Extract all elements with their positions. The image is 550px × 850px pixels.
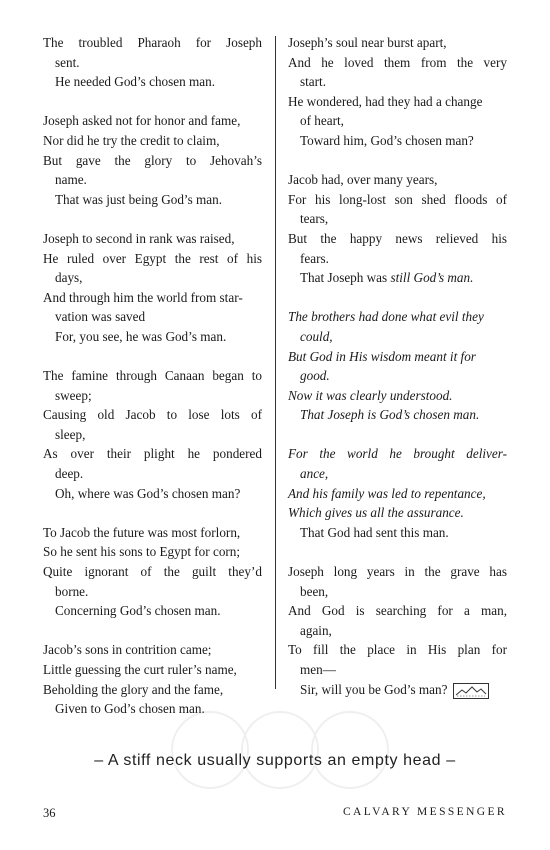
poem-line-text: That Joseph was — [300, 270, 388, 286]
poem-line — [288, 268, 507, 288]
poem-line: For, you see, he was God’s man. — [55, 328, 227, 344]
poem-line: He ruled over Egypt the rest of his — [43, 250, 262, 266]
poem-line: Toward him, God’s chosen man? — [300, 132, 474, 148]
poem-line: Oh, where was God’s chosen man? — [55, 485, 241, 501]
stanza — [43, 111, 262, 209]
emphasis-text: still God’s man. — [390, 270, 474, 286]
poem-line: And God is searching for a man, — [288, 603, 507, 619]
column-divider — [275, 36, 276, 689]
poem-line: vation was saved — [55, 309, 146, 325]
poem-line: To fill the place in His plan for — [288, 642, 507, 658]
poem-line: could, — [300, 328, 333, 344]
running-head: CALVARY MESSENGER — [342, 806, 507, 818]
poem-line: But God in His wisdom meant it for — [288, 348, 476, 364]
poem-line: name. — [55, 172, 87, 188]
poem-line: sleep, — [55, 426, 86, 442]
poem-line: The troubled Pharaoh for Joseph — [43, 35, 262, 50]
poem-line: The famine through Canaan began to — [43, 368, 262, 384]
poem-line: sweep; — [55, 387, 92, 403]
poem-line: That was just being God’s man. — [55, 191, 223, 207]
poem-line: Now it was clearly understood. — [288, 387, 453, 403]
poem-left-column — [43, 33, 262, 719]
poem-line: Jacob’s sons in contrition came; — [43, 642, 212, 658]
poem-line: For the world he brought deliver- — [288, 446, 507, 462]
stanza — [288, 33, 507, 151]
stanza — [288, 170, 507, 288]
poem-line: But the happy news relieved his — [288, 230, 507, 246]
poem-right-column — [288, 33, 507, 699]
poem-line: But gave the glory to Jehovah’s — [43, 152, 262, 168]
poem-line: Joseph’s soul near burst apart, — [288, 35, 447, 50]
poem-line: That Joseph is God’s chosen man. — [300, 407, 480, 423]
poem-line: Quite ignorant of the guilt they’d — [43, 564, 262, 580]
stanza — [43, 229, 262, 347]
stanza — [43, 523, 262, 621]
poem-line: He wondered, had they had a change — [288, 93, 483, 109]
poem-line: And he loved them from the very — [288, 54, 507, 70]
poem-line: start. — [300, 74, 327, 90]
poem-line: And through him the world from star- — [43, 289, 243, 305]
stanza — [43, 33, 262, 92]
poem-line: The brothers had done what evil they — [288, 309, 484, 325]
poem-line: Little guessing the curt ruler’s name, — [43, 662, 237, 677]
page-number: 36 — [43, 806, 56, 820]
poem-line: been, — [300, 583, 329, 599]
poem-line: of heart, — [300, 113, 344, 129]
stanza — [288, 307, 507, 425]
poem-line: Nor did he try the credit to claim, — [43, 132, 220, 148]
poem-line: Joseph asked not for honor and fame, — [43, 113, 241, 129]
stanza — [288, 444, 507, 542]
poem-line: ance, — [300, 466, 329, 482]
poem-line — [288, 680, 507, 700]
poem-line: For his long-lost son shed floods of — [288, 191, 507, 207]
poem-line: deep. — [55, 466, 84, 482]
poem-line: As over their plight he pondered — [43, 446, 262, 462]
poem-line: Which gives us all the assurance. — [288, 505, 464, 521]
poem-line: fears. — [300, 250, 329, 266]
poem-line: And his family was led to repentance, — [288, 485, 486, 501]
poem-line: He needed God’s chosen man. — [55, 74, 216, 90]
stanza — [288, 562, 507, 699]
poem-line: Joseph long years in the grave has — [288, 564, 507, 580]
poem-line: Beholding the glory and the fame, — [43, 681, 224, 697]
proverb-footer: – A stiff neck usually supports an empty head – — [94, 752, 456, 769]
poem-line-text: Sir, will you be God’s man? — [300, 681, 448, 697]
poem-line: again, — [300, 622, 332, 638]
poem-line: That God had sent this man. — [300, 524, 449, 540]
poem-line: So he sent his sons to Egypt for corn; — [43, 544, 241, 560]
poem-line: To Jacob the future was most forlorn, — [43, 524, 241, 540]
poem-line: Causing old Jacob to lose lots of — [43, 407, 262, 423]
poem-line: good. — [300, 368, 330, 384]
poem-line: borne. — [55, 583, 89, 599]
poem-line: Joseph to second in rank was raised, — [43, 230, 235, 246]
poem-line: men— — [300, 662, 336, 677]
poem-line: tears, — [300, 211, 329, 227]
poem-line: Given to God’s chosen man. — [55, 701, 205, 717]
end-mark-icon — [453, 683, 489, 699]
poem-line: Jacob had, over many years, — [288, 172, 438, 188]
stanza — [43, 366, 262, 503]
watermark-logo — [140, 700, 420, 800]
poem-line: Concerning God’s chosen man. — [55, 603, 221, 619]
poem-line: days, — [55, 270, 83, 286]
poem-line: sent. — [55, 54, 80, 70]
